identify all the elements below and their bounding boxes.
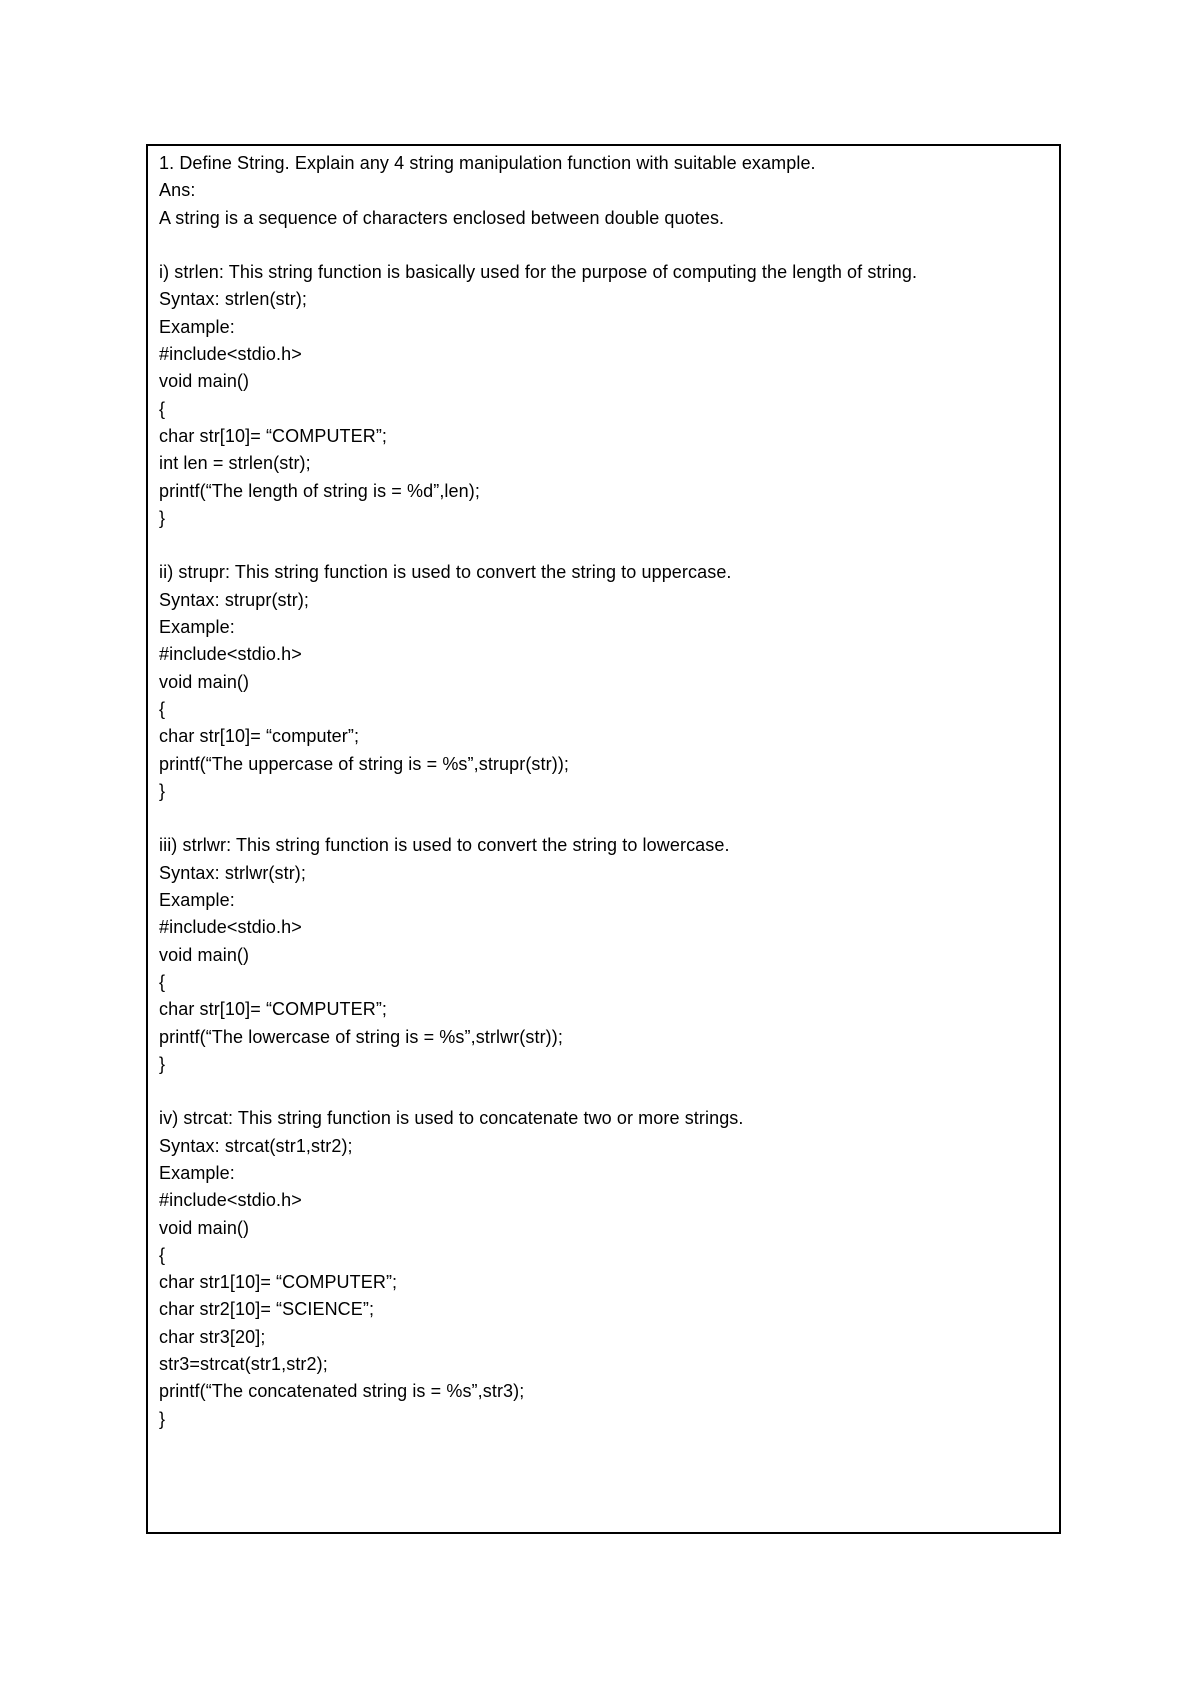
- section-heading: iv) strcat: This string function is used to concatenate two or more strings.: [159, 1108, 744, 1129]
- code-line: }: [159, 507, 166, 528]
- spacer: [159, 532, 1059, 559]
- answer-box: [146, 144, 1061, 1534]
- code-line: char str[10]= “computer”;: [159, 726, 360, 747]
- code-line: void main(): [159, 944, 250, 965]
- code-line: char str3[20];: [159, 1326, 266, 1347]
- code-line: printf(“The concatenated string is = %s”,str3);: [159, 1381, 525, 1402]
- section-strupr: [159, 559, 1059, 805]
- section-example-label: Example:: [159, 890, 235, 911]
- spacer: [159, 805, 1059, 832]
- definition-text: A string is a sequence of characters enclosed between double quotes.: [159, 207, 725, 228]
- section-syntax: Syntax: strcat(str1,str2);: [159, 1135, 353, 1156]
- code-line: str3=strcat(str1,str2);: [159, 1354, 328, 1375]
- code-line: char str[10]= “COMPUTER”;: [159, 425, 388, 446]
- code-line: void main(): [159, 671, 250, 692]
- question-text: 1. Define String. Explain any 4 string manipulation function with suitable example.: [159, 153, 816, 173]
- code-line: {: [159, 698, 166, 719]
- code-line: int len = strlen(str);: [159, 453, 311, 474]
- section-heading: ii) strupr: This string function is used to convert the string to uppercase.: [159, 562, 732, 583]
- code-line: printf(“The lowercase of string is = %s”,strlwr(str));: [159, 1026, 563, 1047]
- code-line: char str[10]= “COMPUTER”;: [159, 999, 388, 1020]
- code-line: {: [159, 398, 166, 419]
- section-example-label: Example:: [159, 316, 235, 337]
- code-line: void main(): [159, 1217, 250, 1238]
- section-example-label: Example:: [159, 617, 235, 638]
- section-example-label: Example:: [159, 1162, 235, 1183]
- section-heading: iii) strlwr: This string function is used to convert the string to lowercase.: [159, 835, 730, 856]
- answer-label: Ans:: [159, 180, 196, 201]
- code-line: char str2[10]= “SCIENCE”;: [159, 1299, 375, 1320]
- section-heading: i) strlen: This string function is basically used for the purpose of computing the length of string.: [159, 262, 918, 283]
- code-line: #include<stdio.h>: [159, 917, 302, 938]
- code-line: void main(): [159, 371, 250, 392]
- spacer: [159, 1078, 1059, 1105]
- spacer: [159, 232, 1059, 259]
- code-line: {: [159, 971, 166, 992]
- section-strlen: [159, 259, 1059, 532]
- code-line: printf(“The uppercase of string is = %s”,strupr(str));: [159, 753, 570, 774]
- code-line: char str1[10]= “COMPUTER”;: [159, 1272, 398, 1293]
- section-strlwr: [159, 832, 1059, 1078]
- section-syntax: Syntax: strlwr(str);: [159, 862, 307, 883]
- code-line: }: [159, 780, 166, 801]
- code-line: #include<stdio.h>: [159, 344, 302, 365]
- code-line: printf(“The length of string is = %d”,len);: [159, 480, 480, 501]
- code-line: }: [159, 1053, 166, 1074]
- section-syntax: Syntax: strlen(str);: [159, 289, 308, 310]
- section-strcat: [159, 1105, 1059, 1433]
- code-line: }: [159, 1408, 166, 1429]
- code-line: #include<stdio.h>: [159, 644, 302, 665]
- code-line: {: [159, 1244, 166, 1265]
- code-line: #include<stdio.h>: [159, 1190, 302, 1211]
- section-syntax: Syntax: strupr(str);: [159, 589, 310, 610]
